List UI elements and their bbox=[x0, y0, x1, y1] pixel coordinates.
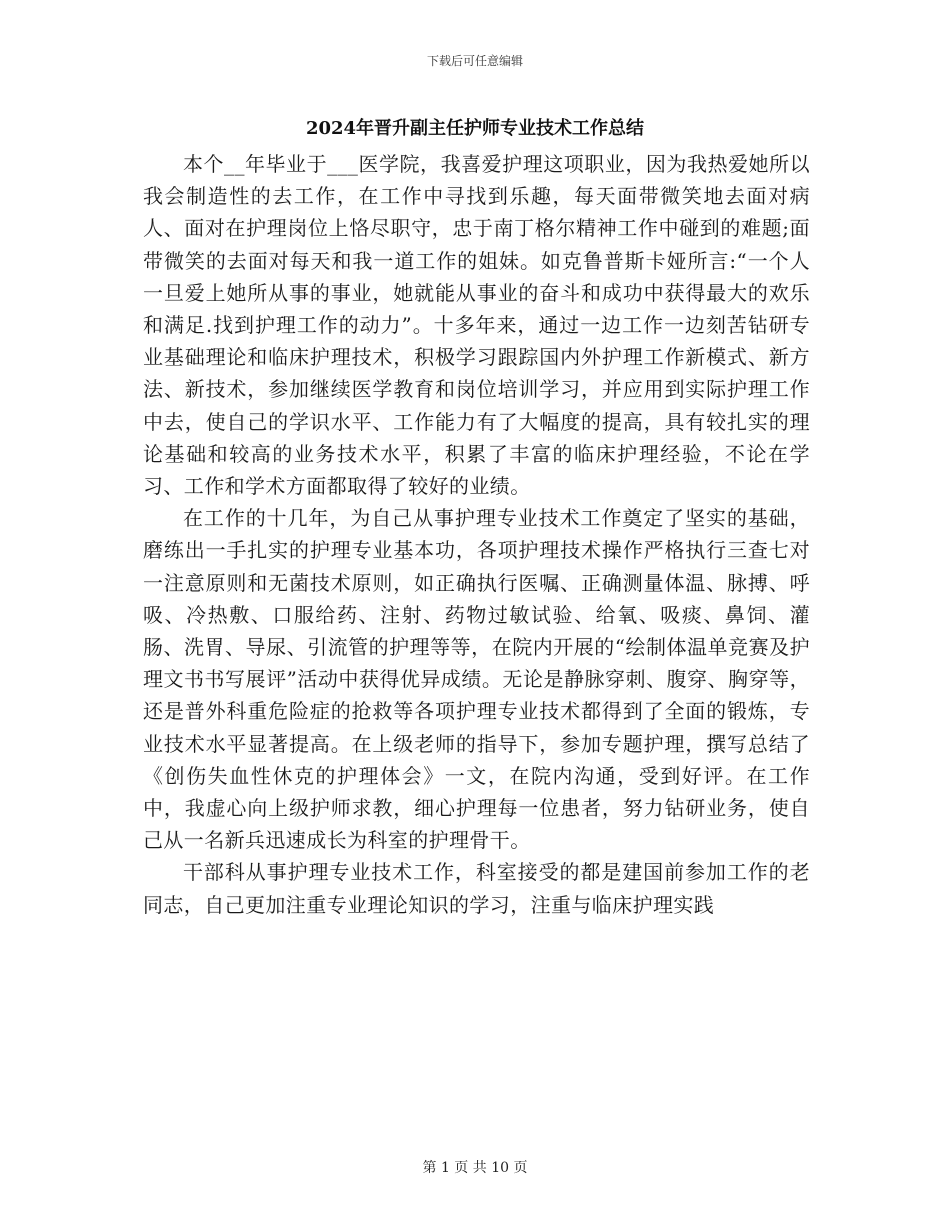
paragraph: 本个__年毕业于___医学院，我喜爱护理这项职业，因为我热爱她所以我会制造性的去工作，在工作中寻找到乐趣，每天面带微笑地去面对病人、面对在护理岗位上恪尽职守，忠于南丁格尔精神工作中碰到的难题;面带微笑的去面对每天和我一道工作的姐妹。如克鲁普斯卡娅所言:“一个人一旦爱上她所从事的事业，她就能从事业的奋斗和成功中获得最大的欢乐和满足.找到护理工作的动力”。十多年来，通过一边工作一边刻苦钻研专业基础理论和临床护理技术，积极学习跟踪国内外护理工作新模式、新方法、新技术，参加继续医学教育和岗位培训学习，并应用到实际护理工作中去，使自己的学识水平、工作能力有了大幅度的提高，具有较扎实的理论基础和较高的业务技术水平，积累了丰富的临床护理经验，不论在学习、工作和学术方面都取得了较好的业绩。 bbox=[143, 152, 810, 499]
document-title: 2024年晋升副主任护师专业技术工作总结 bbox=[305, 118, 645, 139]
paragraph: 干部科从事护理专业技术工作，科室接受的都是建国前参加工作的老同志，自己更加注重专业理论知识的学习，注重与临床护理实践 bbox=[143, 860, 810, 917]
header-note: 下载后可任意编辑 bbox=[426, 54, 523, 68]
page-number: 第 1 页 共 10 页 bbox=[422, 1160, 528, 1176]
paragraph: 在工作的十几年，为自己从事护理专业技术工作奠定了坚实的基础，磨练出一手扎实的护理专业基本功，各项护理技术操作严格执行三查七对一注意原则和无菌技术原则，如正确执行医嘱、正确测量体温、脉搏、呼吸、冷热敷、口服给药、注射、药物过敏试验、给氧、吸痰、鼻饲、灌肠、洗胃、导尿、引流管的护理等等，在院内开展的“绘制体温单竞赛及护理文书书写展评”活动中获得优异成绩。无论是静脉穿刺、腹穿、胸穿等，还是普外科重危险症的抢救等各项护理专业技术都得到了全面的锻炼，专业技术水平显著提高。在上级老师的指导下，参加专题护理，撰写总结了《创伤失血性休克的护理体会》一文，在院内沟通，受到好评。在工作中，我虚心向上级护师求教，细心护理每一位患者，努力钻研业务，使自己从一名新兵迅速成长为科室的护理骨干。 bbox=[143, 506, 810, 853]
document-body bbox=[143, 148, 810, 921]
